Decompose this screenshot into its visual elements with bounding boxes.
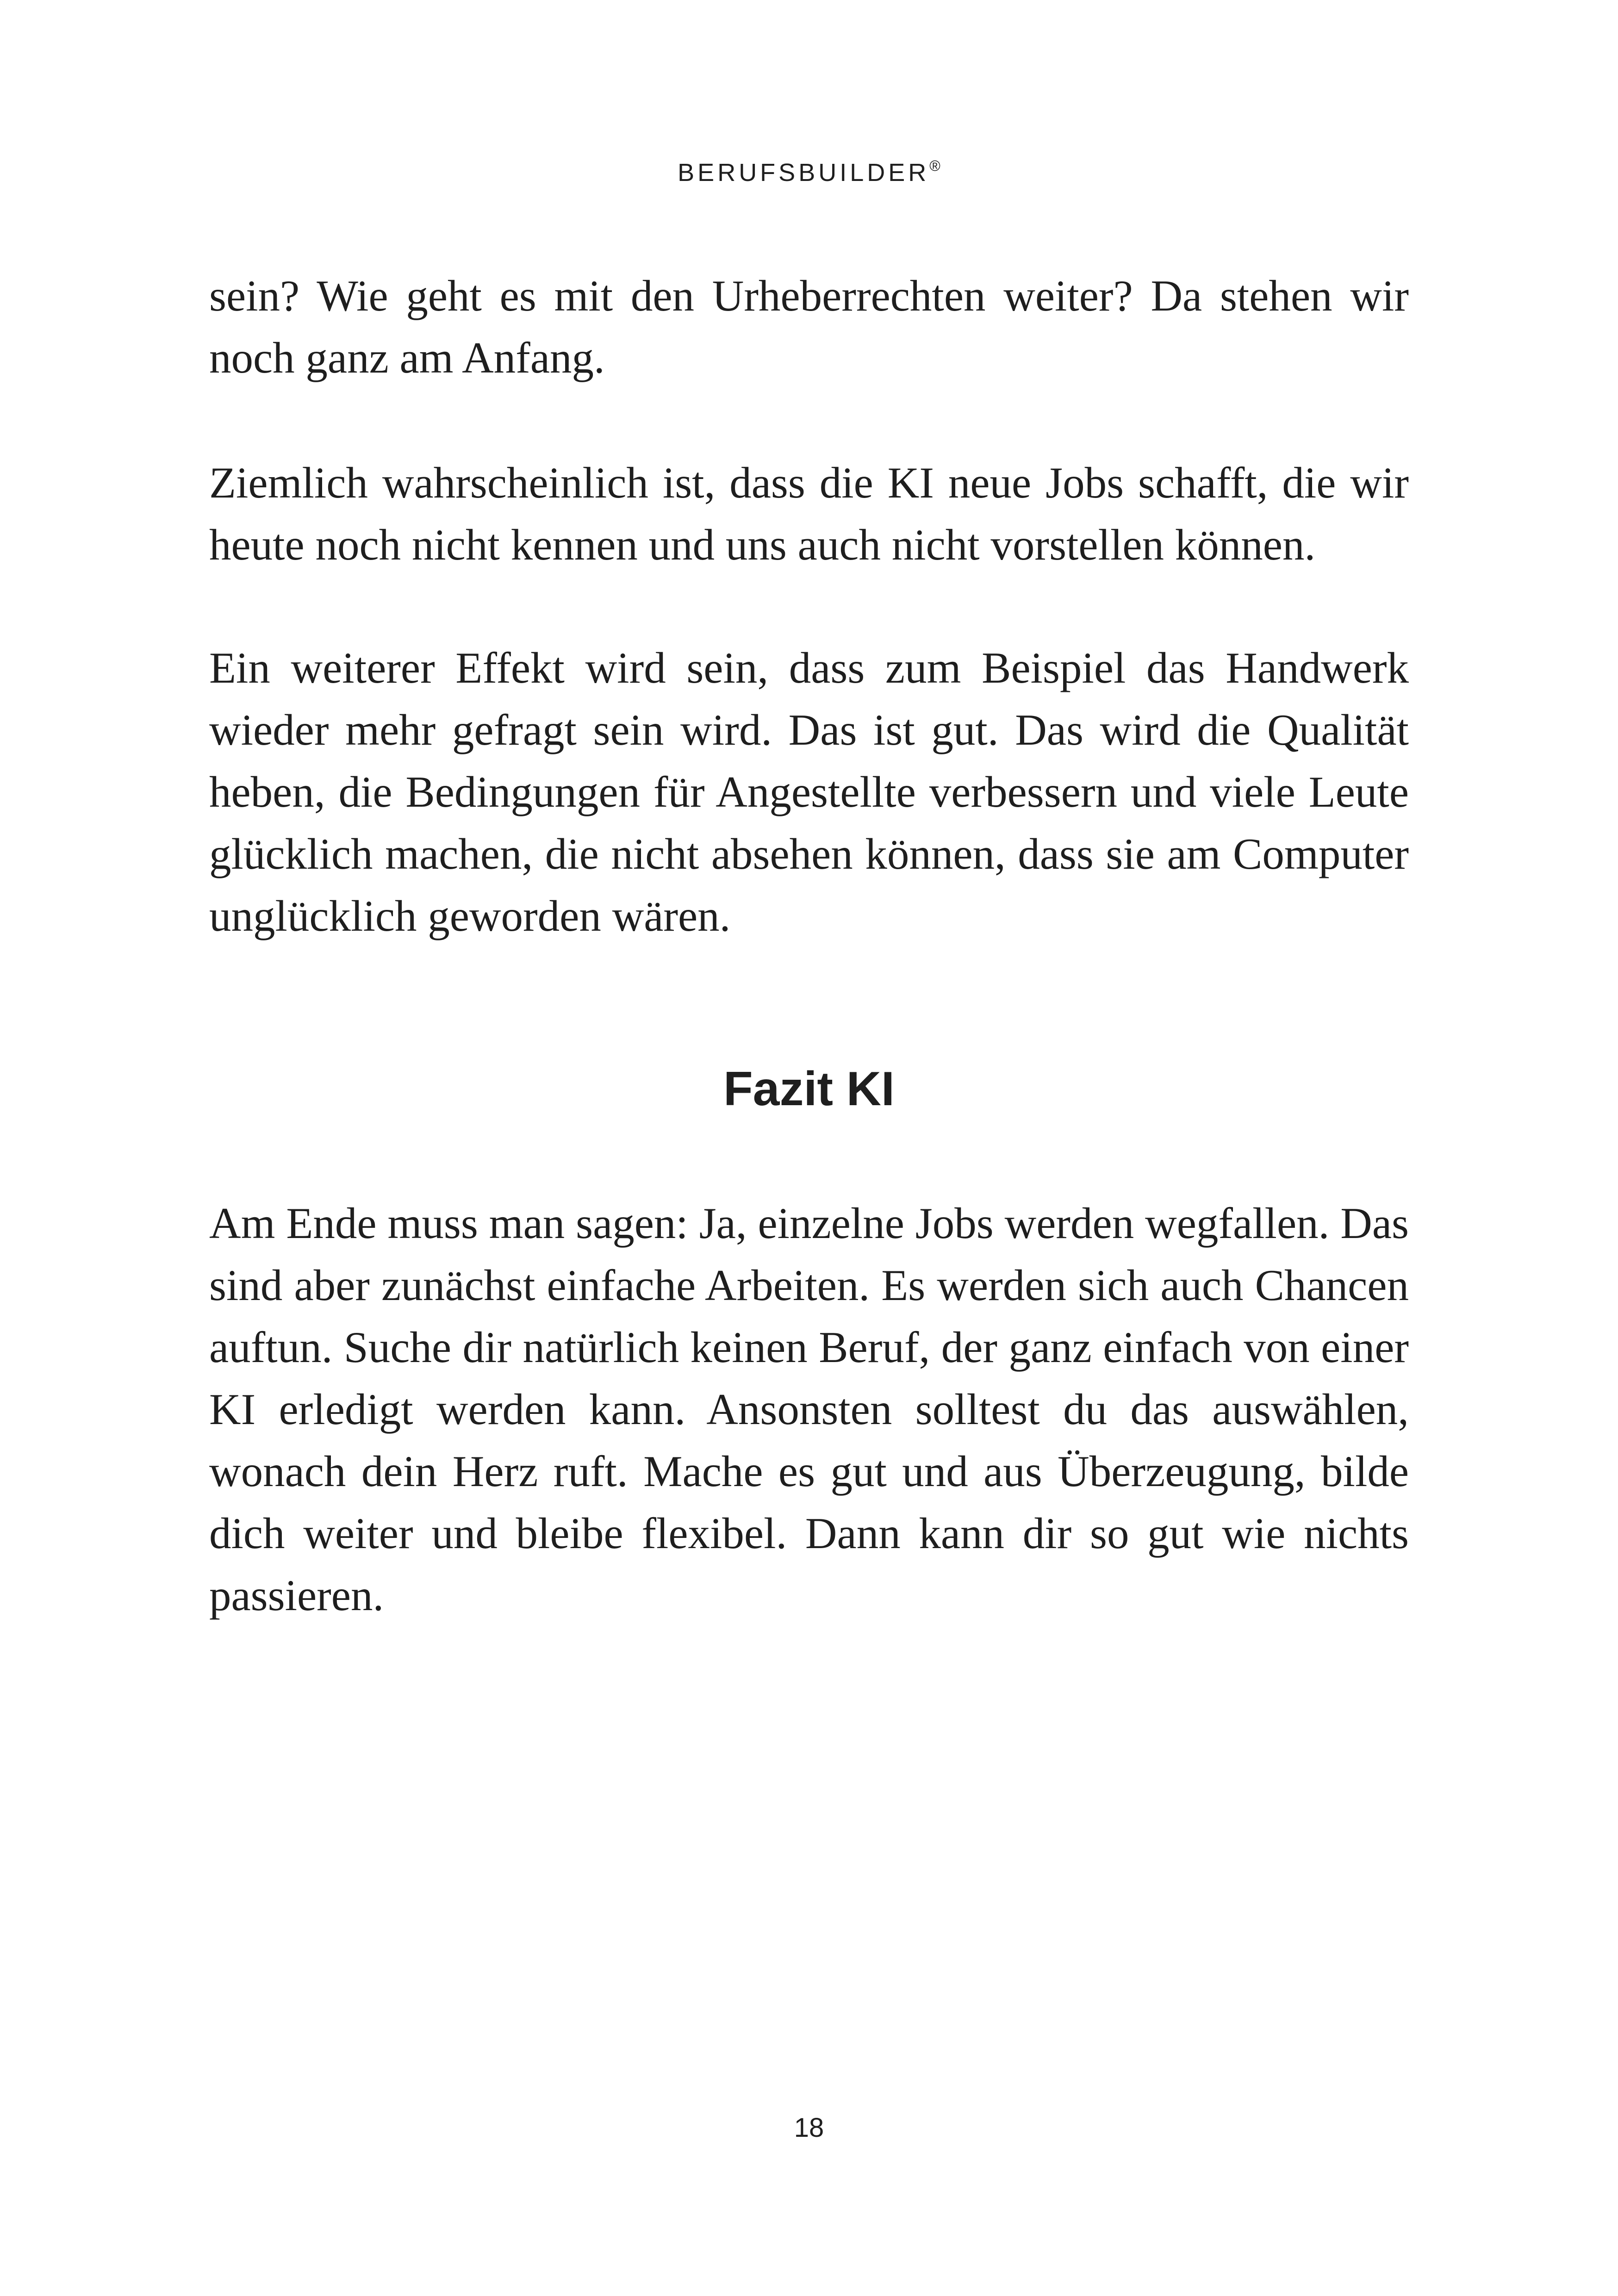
paragraph-line: machen, die nicht absehen können, dass sie am Computer unglücklich [209, 829, 1409, 940]
paragraph-1 [209, 265, 1409, 389]
paragraph-line: und bleibe flexibel. Dann kann dir so gut wie nichts passieren. [209, 1509, 1409, 1620]
paragraph-3 [209, 637, 1409, 947]
section-paragraph [209, 1192, 1409, 1626]
running-title: BERUFSBUILDER [678, 159, 930, 187]
page-number: 18 [794, 2113, 824, 2143]
paragraph-line: KI erledigt werden kann. Ansonsten solltest du das auswählen, wonach [209, 1385, 1409, 1496]
paragraph-line: Bedingungen für Angestellte verbessern und viele Leute glücklich [209, 767, 1409, 878]
paragraph-2 [209, 452, 1409, 576]
paragraph-line: dein Herz ruft. Mache es gut und aus Überzeugung, bilde dich weiter [209, 1447, 1409, 1558]
paragraph-line: mehr gefragt sein wird. Das ist gut. Das wird die Qualität heben, die [209, 705, 1409, 816]
running-header [0, 147, 1618, 191]
registered-trademark-symbol: ® [929, 157, 940, 174]
paragraph-line: geworden wären. [428, 891, 731, 940]
paragraph-line: Ein weiterer Effekt wird sein, dass zum Beispiel das Handwerk wieder [209, 643, 1409, 754]
paragraph-line: auftun. Suche dir natürlich keinen Beruf, der ganz einfach von einer [209, 1323, 1409, 1372]
paragraph-line: ganz am Anfang. [305, 333, 605, 382]
section-heading: Fazit KI [723, 1062, 895, 1116]
paragraph-line: Ziemlich wahrscheinlich ist, dass die KI neue Jobs schafft, die wir [209, 458, 1409, 507]
paragraph-line: heute noch nicht kennen und uns auch nicht vorstellen können. [209, 520, 1316, 569]
paragraph-line: Am Ende muss man sagen: Ja, einzelne Jobs werden wegfallen. Das [209, 1199, 1409, 1248]
paragraph-line: sein? Wie geht es mit den Urheberrechten weiter? Da stehen wir noch [209, 271, 1409, 382]
paragraph-line: sind aber zunächst einfache Arbeiten. Es werden sich auch Chancen [209, 1261, 1409, 1310]
